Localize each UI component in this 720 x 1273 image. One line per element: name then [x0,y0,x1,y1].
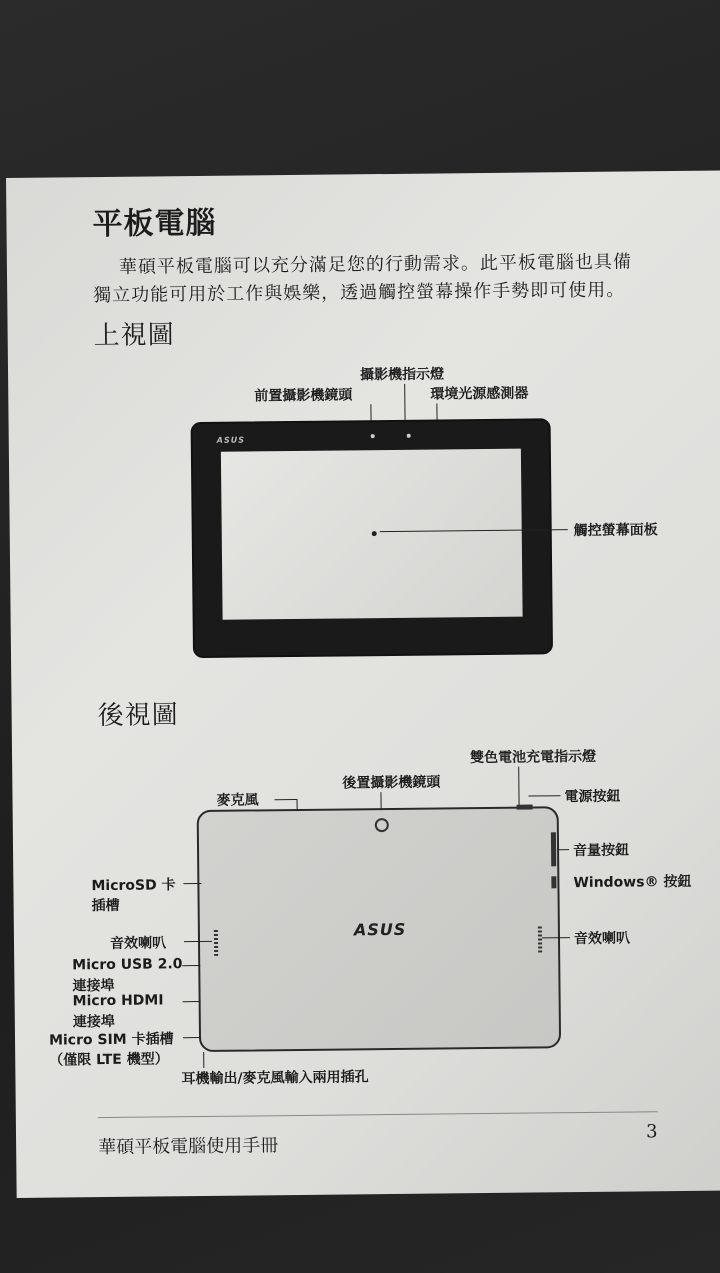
manual-page [6,171,720,1198]
microsd-leader [183,883,201,884]
page-number: 3 [645,1121,658,1143]
microphone-label: 麥克風 [216,792,259,809]
rear-view-heading: 後視圖 [97,700,179,732]
volume-leader [557,849,569,850]
camera-indicator-label: 攝影機指示燈 [360,366,445,384]
micro-sim-leader [183,1037,201,1038]
microphone-leader-h [275,799,297,800]
front-camera-dot [371,434,375,438]
rear-logo: ASUS [353,919,407,940]
intro-text-line1: 華碩平板電腦可以充分滿足您的行動需求。此平板電腦也具備 [118,251,633,278]
intro-text-line2: 獨立功能可用於工作與娛樂，透過觸控螢幕操作手勢即可使用。 [93,279,626,307]
micro-usb-label-line1: Micro USB 2.0 [72,956,183,974]
micro-usb-leader [182,965,200,966]
power-button-leader [528,795,560,796]
audio-jack-leader [203,1052,204,1068]
right-speaker-grille [538,926,542,952]
micro-sim-label-line1: Micro SIM 卡插槽 [48,1031,174,1049]
rear-camera-label: 後置攝影機鏡頭 [342,774,441,792]
audio-jack-label: 耳機輸出/麥克風輸入兩用插孔 [181,1069,369,1088]
left-speaker-grille [214,930,218,956]
micro-hdmi-label-line2: 連接埠 [72,1013,115,1031]
micro-sim-label-line2: （僅限 LTE 機型） [49,1051,169,1069]
ambient-sensor-label: 環境光源感測器 [430,385,529,403]
volume-button-label: 音量按鈕 [572,842,630,860]
volume-rocker [551,832,556,866]
top-view-heading: 上視圖 [93,320,175,352]
touch-panel-dot [372,531,377,536]
dual-led-leader [518,767,519,807]
speaker-left-label: 音效喇叭 [109,935,167,952]
micro-hdmi-leader [183,1001,201,1002]
footer-title: 華碩平板電腦使用手冊 [98,1135,279,1159]
front-camera-label: 前置攝影機鏡頭 [254,387,353,405]
windows-button-label: Windows® 按鈕 [573,873,692,892]
windows-key [551,876,556,888]
tablet-front-illustration [191,418,553,658]
page-title: 平板電腦 [92,205,217,243]
micro-hdmi-label-line1: Micro HDMI [72,992,164,1010]
footer-divider [98,1111,658,1118]
micro-usb-label-line2: 連接埠 [72,977,115,995]
speaker-right-label: 音效喇叭 [573,930,631,948]
microsd-label-line2: 插槽 [91,897,120,915]
microsd-label-line1: MicroSD 卡 [91,877,176,895]
rear-camera-lens [375,818,389,832]
dual-led-label: 雙色電池充電指示燈 [470,748,597,767]
power-button-label: 電源按鈕 [564,788,621,806]
touch-screen [221,449,523,620]
camera-indicator-dot [407,434,411,438]
speaker-right-leader [542,937,570,938]
touch-panel-label: 觸控螢幕面板 [573,522,658,540]
power-key [517,805,533,810]
tablet-rear-illustration [197,806,562,1052]
front-logo: ASUS [216,435,246,445]
